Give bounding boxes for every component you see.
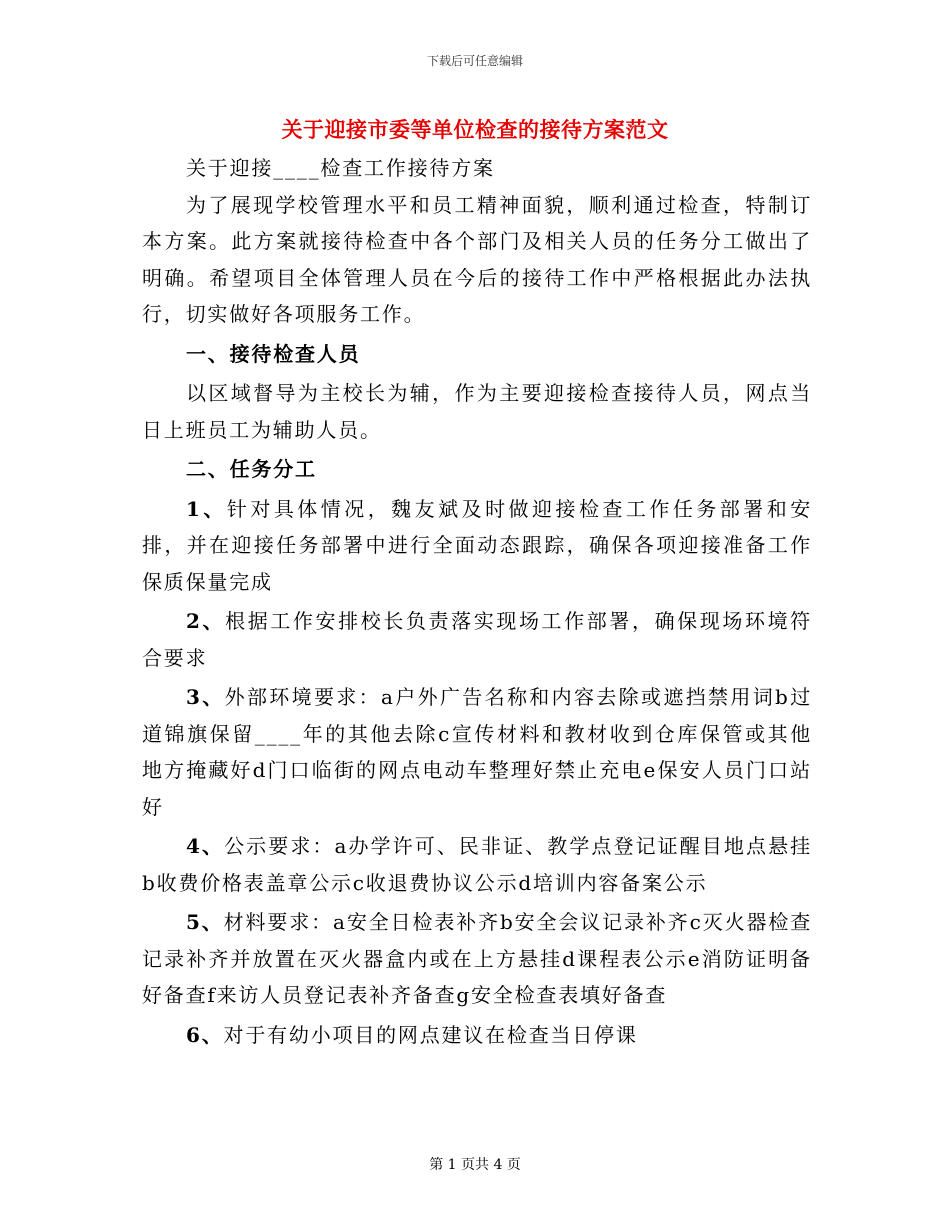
- task-item-number: 3、: [186, 685, 225, 709]
- task-item-text: 材料要求：a安全日检表补齐b安全会议记录补齐c灭火器检查记录补齐并放置在灭火器盒内或在上方悬挂d课程表公示e消防证明备好备查f来访人员登记表补齐备查g安全检查表填好备查: [142, 910, 812, 1007]
- task-item-number: 4、: [186, 834, 225, 858]
- task-item-number: 1、: [186, 496, 227, 521]
- task-item: [142, 603, 812, 676]
- task-item-text: 根据工作安排校长负责落实现场工作部署，确保现场环境符合要求: [142, 609, 812, 670]
- task-item-text: 对于有幼小项目的网点建议在检查当日停课: [223, 1022, 638, 1047]
- task-item-number: 2、: [186, 609, 226, 633]
- task-item-number: 6、: [186, 1022, 224, 1047]
- page-header-note: 下载后可任意编辑: [426, 54, 523, 68]
- task-item: [142, 904, 812, 1014]
- document-body: [142, 150, 812, 1053]
- section-heading-reception-staff: 一、接待检查人员: [186, 341, 361, 366]
- task-item: [142, 1017, 812, 1054]
- task-item-number: 5、: [186, 910, 224, 934]
- task-item-text: 公示要求：a办学许可、民非证、教学点登记证醒目地点悬挂b收费价格表盖章公示c收退费协议公示d培训内容备案公示: [142, 834, 812, 895]
- document-title: 关于迎接市委等单位检查的接待方案范文: [281, 117, 669, 142]
- task-item-text: 外部环境要求：a户外广告名称和内容去除或遮挡禁用词b过道锦旗保留____年的其他去除c宣传材料和教材收到仓库保管或其他地方掩藏好d门口临街的网点电动车整理好禁止充电e保安人员门口站好: [142, 685, 812, 819]
- page-number-footer: 第 1 页共 4 页: [429, 1157, 521, 1173]
- subtitle: 关于迎接____检查工作接待方案: [186, 156, 495, 180]
- task-item: [142, 679, 812, 825]
- task-item: [142, 491, 812, 601]
- task-item-text: 针对具体情况，魏友斌及时做迎接检查工作任务部署和安排，并在迎接任务部署中进行全面动态跟踪，确保各项迎接准备工作保质保量完成: [142, 496, 812, 594]
- task-item: [142, 828, 812, 901]
- section-text-reception-staff: 以区域督导为主校长为辅，作为主要迎接检查接待人员，网点当日上班员工为辅助人员。: [142, 381, 812, 442]
- section-heading-task-division: 二、任务分工: [186, 457, 317, 481]
- intro-paragraph: 为了展现学校管理水平和员工精神面貌，顺利通过检查，特制订本方案。此方案就接待检查中各个部门及相关人员的任务分工做出了明确。希望项目全体管理人员在今后的接待工作中严格根据此办法执行，切实做好各项服务工作。: [142, 192, 812, 326]
